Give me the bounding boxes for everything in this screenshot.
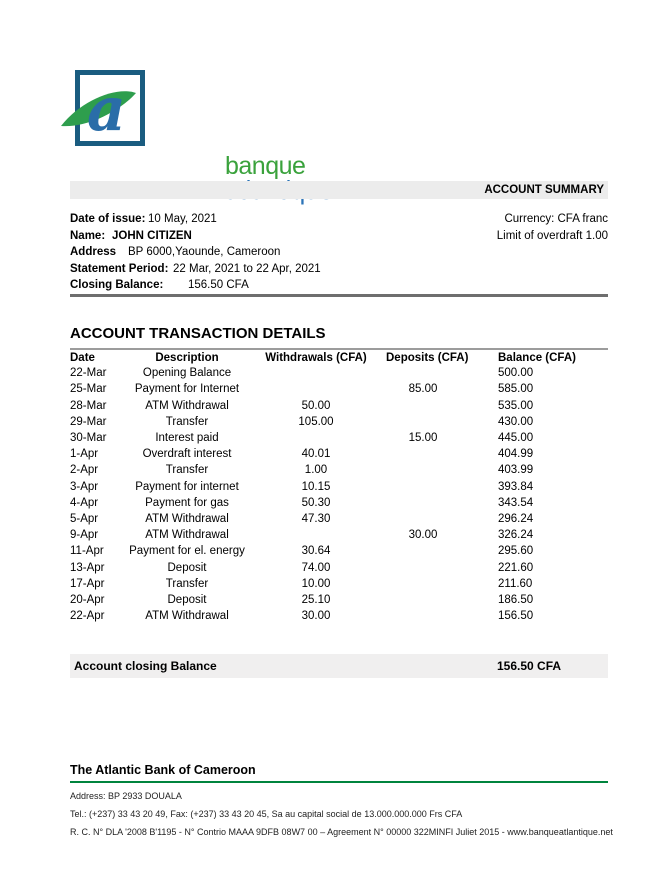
bank-logo bbox=[75, 70, 306, 180]
cell-withdrawal: 30.64 bbox=[301, 545, 331, 558]
cell-description: Payment for gas bbox=[145, 496, 229, 509]
cell-date: 25-Mar bbox=[70, 383, 107, 396]
cell-date: 5-Apr bbox=[70, 512, 99, 525]
bank-logo-mark-icon bbox=[75, 70, 145, 146]
cell-withdrawal: 10.15 bbox=[301, 480, 331, 493]
cell-date: 13-Apr bbox=[70, 561, 105, 574]
transactions-table bbox=[70, 348, 608, 624]
cell-date: 22-Mar bbox=[70, 367, 107, 380]
transactions-body bbox=[70, 365, 608, 624]
name-label: Name: bbox=[70, 229, 106, 242]
cell-deposit bbox=[386, 462, 460, 478]
cell-deposit bbox=[386, 398, 460, 414]
cell-date: 28-Mar bbox=[70, 399, 107, 412]
cell-description: Interest paid bbox=[155, 432, 219, 445]
footer-address-line: Address: BP 2933 DOUALA bbox=[70, 791, 182, 801]
cell-withdrawal: 1.00 bbox=[304, 464, 328, 477]
cell-withdrawal bbox=[246, 527, 386, 543]
footer bbox=[70, 763, 613, 837]
section-divider bbox=[70, 294, 608, 297]
closing-balance-value: 156.50 CFA bbox=[188, 279, 249, 292]
cell-date: 3-Apr bbox=[70, 480, 99, 493]
footer-registration-line: R. C. N° DLA '2008 B'1195 - N° Contrio MAAA 9DFB 08W7 00 – Agreement N° 00000 322MINFI Juliet 2015 - www.banqueatlantique.net bbox=[70, 827, 613, 837]
address-row bbox=[70, 244, 390, 261]
cell-withdrawal: 10.00 bbox=[301, 577, 331, 590]
cell-balance: 343.54 bbox=[498, 496, 534, 509]
cell-balance: 585.00 bbox=[498, 383, 534, 396]
cell-balance: 404.99 bbox=[498, 448, 534, 461]
cell-balance: 221.60 bbox=[498, 561, 534, 574]
address-label: Address bbox=[70, 246, 117, 259]
cell-date: 22-Apr bbox=[70, 610, 105, 623]
cell-deposit bbox=[386, 414, 460, 430]
cell-balance: 403.99 bbox=[498, 464, 534, 477]
table-row bbox=[70, 559, 608, 575]
cell-withdrawal bbox=[246, 381, 386, 397]
cell-date: 1-Apr bbox=[70, 448, 99, 461]
cell-deposit bbox=[386, 559, 460, 575]
cell-balance: 296.24 bbox=[498, 512, 534, 525]
name-value: JOHN CITIZEN bbox=[112, 229, 192, 242]
cell-deposit bbox=[386, 511, 460, 527]
account-summary-header: ACCOUNT SUMMARY bbox=[70, 181, 608, 199]
table-row bbox=[70, 381, 608, 397]
cell-balance: 326.24 bbox=[498, 529, 534, 542]
cell-date: 4-Apr bbox=[70, 496, 99, 509]
cell-deposit bbox=[386, 543, 460, 559]
cell-withdrawal: 30.00 bbox=[301, 610, 331, 623]
col-withdrawals: Withdrawals (CFA) bbox=[265, 351, 367, 364]
cell-withdrawal: 105.00 bbox=[298, 415, 334, 428]
table-row bbox=[70, 576, 608, 592]
table-row bbox=[70, 430, 608, 446]
statement-period-label: Statement Period: bbox=[70, 262, 169, 275]
table-row bbox=[70, 495, 608, 511]
cell-withdrawal: 74.00 bbox=[301, 561, 331, 574]
svg-text:a: a bbox=[87, 75, 126, 145]
table-row bbox=[70, 511, 608, 527]
cell-balance: 211.60 bbox=[498, 577, 533, 590]
table-row bbox=[70, 608, 608, 624]
account-info-right bbox=[300, 211, 608, 244]
cell-deposit bbox=[386, 479, 460, 495]
cell-deposit bbox=[386, 446, 460, 462]
cell-withdrawal: 47.30 bbox=[301, 512, 331, 525]
currency-row: Currency: CFA franc bbox=[504, 213, 608, 225]
cell-deposit bbox=[386, 592, 460, 608]
account-closing-balance-value: 156.50 CFA bbox=[497, 659, 562, 673]
col-deposits: Deposits (CFA) bbox=[386, 351, 469, 364]
cell-balance: 295.60 bbox=[498, 545, 534, 558]
cell-description: Opening Balance bbox=[142, 367, 232, 380]
cell-withdrawal: 50.00 bbox=[301, 399, 331, 412]
cell-deposit bbox=[386, 576, 460, 592]
cell-deposit: 15.00 bbox=[408, 432, 438, 445]
table-row bbox=[70, 543, 608, 559]
date-of-issue-label: Date of issue: bbox=[70, 213, 146, 225]
cell-description: ATM Withdrawal bbox=[145, 399, 229, 412]
cell-deposit bbox=[386, 608, 460, 624]
cell-balance: 445.00 bbox=[498, 432, 534, 445]
cell-withdrawal bbox=[246, 365, 386, 381]
table-row bbox=[70, 398, 608, 414]
cell-description: Transfer bbox=[165, 464, 209, 477]
table-row bbox=[70, 479, 608, 495]
logo-word-banque: banque bbox=[225, 152, 306, 180]
address-value: BP 6000,Yaounde, Cameroon bbox=[128, 246, 281, 259]
cell-description: ATM Withdrawal bbox=[145, 529, 229, 542]
cell-balance: 393.84 bbox=[498, 480, 534, 493]
cell-balance: 500.00 bbox=[498, 367, 534, 380]
header-row bbox=[70, 349, 608, 365]
closing-balance-row bbox=[70, 277, 390, 294]
cell-withdrawal bbox=[246, 430, 386, 446]
table-row bbox=[70, 462, 608, 478]
cell-date: 20-Apr bbox=[70, 593, 105, 606]
cell-deposit: 30.00 bbox=[408, 529, 438, 542]
cell-description: Transfer bbox=[165, 415, 209, 428]
cell-balance: 430.00 bbox=[498, 415, 534, 428]
col-description: Description bbox=[155, 351, 219, 364]
table-row bbox=[70, 365, 608, 381]
overdraft-limit-row: Limit of overdraft 1.00 bbox=[496, 229, 608, 242]
cell-date: 11-Apr bbox=[70, 545, 104, 558]
cell-date: 9-Apr bbox=[70, 529, 99, 542]
cell-description: Overdraft interest bbox=[142, 448, 232, 461]
cell-deposit bbox=[386, 365, 460, 381]
cell-balance: 186.50 bbox=[498, 593, 534, 606]
closing-balance-label: Closing Balance: bbox=[70, 279, 164, 292]
account-closing-balance-label: Account closing Balance bbox=[74, 659, 217, 673]
transactions-title: ACCOUNT TRANSACTION DETAILS bbox=[70, 325, 326, 342]
footer-contact-line: Tel.: (+237) 33 43 20 49, Fax: (+237) 33 43 20 45, Sa au capital social de 13.000.000.000 Frs CFA bbox=[70, 809, 463, 819]
date-of-issue-value: 10 May, 2021 bbox=[148, 213, 217, 225]
cell-deposit bbox=[386, 495, 460, 511]
cell-balance: 535.00 bbox=[498, 399, 534, 412]
cell-description: Deposit bbox=[167, 561, 207, 574]
cell-description: ATM Withdrawal bbox=[145, 512, 229, 525]
cell-description: Payment for el. energy bbox=[129, 545, 245, 558]
table-row bbox=[70, 592, 608, 608]
cell-description: Deposit bbox=[167, 593, 207, 606]
cell-description: ATM Withdrawal bbox=[145, 610, 229, 623]
transactions-header bbox=[70, 349, 608, 365]
statement-period-row bbox=[70, 261, 390, 278]
cell-balance: 156.50 bbox=[498, 610, 534, 623]
cell-description: Transfer bbox=[165, 577, 209, 590]
cell-withdrawal: 40.01 bbox=[301, 448, 331, 461]
footer-bank-name: The Atlantic Bank of Cameroon bbox=[70, 763, 608, 783]
cell-description: Payment for Internet bbox=[134, 383, 240, 396]
col-balance: Balance (CFA) bbox=[498, 351, 576, 364]
cell-date: 2-Apr bbox=[70, 464, 99, 477]
table-row bbox=[70, 414, 608, 430]
cell-withdrawal: 25.10 bbox=[301, 593, 331, 606]
account-closing-balance-bar bbox=[70, 654, 608, 678]
cell-date: 17-Apr bbox=[70, 577, 105, 590]
col-date: Date bbox=[70, 351, 95, 364]
cell-deposit: 85.00 bbox=[408, 383, 438, 396]
cell-date: 29-Mar bbox=[70, 415, 107, 428]
statement-period-value: 22 Mar, 2021 to 22 Apr, 2021 bbox=[173, 262, 321, 275]
cell-description: Payment for internet bbox=[135, 480, 239, 493]
table-row bbox=[70, 446, 608, 462]
cell-date: 30-Mar bbox=[70, 432, 107, 445]
cell-withdrawal: 50.30 bbox=[301, 496, 331, 509]
table-row bbox=[70, 527, 608, 543]
